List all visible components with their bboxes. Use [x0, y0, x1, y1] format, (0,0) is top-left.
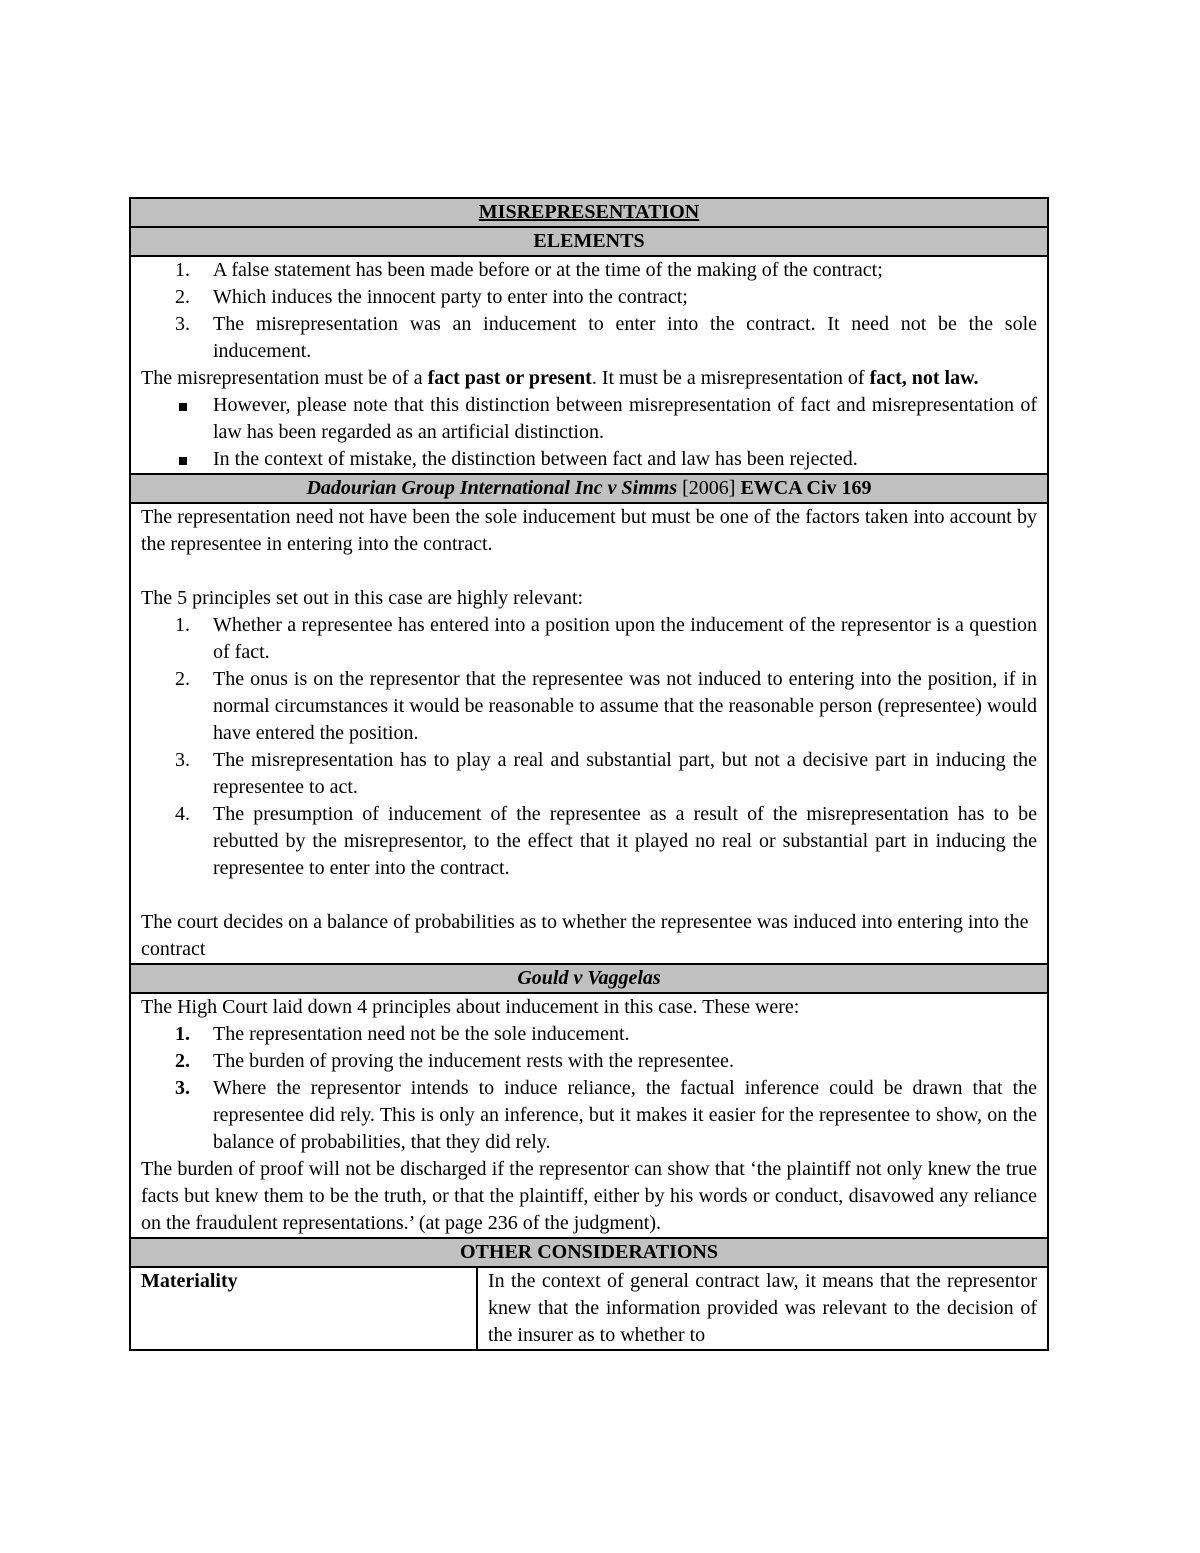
bullet-text: In the context of mistake, the distinction between fact and law has been rejected.: [213, 448, 858, 470]
emphasis-text: fact past or present: [427, 367, 592, 389]
list-item: [141, 666, 1037, 747]
list-item-text: Which induces the innocent party to enter into the contract;: [213, 286, 688, 308]
elements-body-row: [130, 256, 1048, 474]
case-citation: EWCA Civ 169: [740, 477, 872, 499]
distinction-bullets: [141, 392, 1037, 473]
case1-conclusion: The court decides on a balance of probabilities as to whether the representee was induced into entering into the contract: [141, 911, 1029, 960]
list-item: [141, 257, 1037, 284]
list-number: 4.: [175, 803, 190, 825]
list-number: 3.: [175, 1077, 190, 1099]
list-item: [141, 612, 1037, 666]
document-title: MISREPRESENTATION: [130, 198, 1048, 227]
title-row: [130, 198, 1048, 227]
list-item-text: The presumption of inducement of the representee as a result of the misrepresentation has to be rebutted by the misrepresentor, to the effect that it played no real or substantial part in inducing the representee to enter into the contract.: [213, 803, 1038, 879]
list-item-text: The representation need not be the sole inducement.: [213, 1023, 630, 1045]
paragraph-text: . It must be a misrepresentation of: [591, 367, 870, 389]
list-number: 3.: [175, 313, 190, 335]
materiality-row: [130, 1267, 1048, 1350]
case2-principles-list: [141, 1021, 1037, 1156]
elements-body: [130, 256, 1048, 474]
list-item: [141, 311, 1037, 365]
list-number: 1.: [175, 614, 190, 636]
list-item: [141, 284, 1037, 311]
case-year: [2006]: [682, 477, 736, 499]
materiality-label: Materiality: [130, 1267, 477, 1350]
list-item: [141, 1075, 1037, 1156]
list-number: 2.: [175, 286, 190, 308]
other-heading: OTHER CONSIDERATIONS: [130, 1238, 1048, 1267]
list-number: 3.: [175, 749, 190, 771]
materiality-text: In the context of general contract law, it means that the representor knew that the information provided was relevant to the decision of the insurer as to whether to: [488, 1270, 1038, 1346]
list-item-text: Where the representor intends to induce reliance, the factual inference could be drawn that the representee did rely. This is only an inference, but it makes it easier for the representee to show, on the balance of probabilities, that they did rely.: [213, 1077, 1038, 1153]
spacer: [141, 882, 1037, 909]
elements-list: [141, 257, 1037, 365]
case2-heading: [130, 964, 1048, 993]
list-item-text: The onus is on the representor that the representee was not induced to entering into the position, if in normal circumstances it would be reasonable to assume that the reasonable person (representee) would have entered the position.: [213, 668, 1038, 744]
materiality-clip: [488, 1268, 1037, 1349]
list-item-text: The misrepresentation has to play a real and substantial part, but not a decisive part in inducing the representee to act.: [213, 749, 1038, 798]
case1-heading: [130, 474, 1048, 503]
list-number: 1.: [175, 259, 190, 281]
elements-heading: ELEMENTS: [130, 227, 1048, 256]
list-item: [141, 801, 1037, 882]
case1-principles-list: [141, 612, 1037, 882]
square-bullet-icon: [179, 457, 187, 465]
document-page: [129, 197, 1047, 1351]
list-number: 2.: [175, 668, 190, 690]
case2-body: [130, 993, 1048, 1238]
list-item-text: The misrepresentation was an inducement to enter into the contract. It need not be the sole inducement.: [213, 313, 1038, 362]
case2-conclusion: The burden of proof will not be discharged if the representor can show that ‘the plaintiff not only knew the true facts but knew them to be the truth, or that the plaintiff, either by his words or conduct, disavowed any reliance on the fraudulent representations.’ (at page 236 of the judgment).: [141, 1158, 1038, 1234]
elements-header-row: [130, 227, 1048, 256]
case1-intro: The representation need not have been the sole inducement but must be one of the factors taken into account by the representee in entering into the contract.: [141, 506, 1038, 555]
spacer: [141, 558, 1037, 585]
case1-body: [130, 503, 1048, 964]
case-name: Dadourian Group International Inc v Simms: [306, 477, 678, 499]
materiality-text-cell: [477, 1267, 1048, 1350]
list-item-text: A false statement has been made before or at the time of the making of the contract;: [213, 259, 883, 281]
paragraph-text: The misrepresentation must be of a: [141, 367, 428, 389]
list-item: [141, 1048, 1037, 1075]
bullet-text: However, please note that this distinction between misrepresentation of fact and misrepresentation of law has been regarded as an artificial distinction.: [213, 394, 1038, 443]
case1-principles-intro: The 5 principles set out in this case are highly relevant:: [141, 587, 584, 609]
list-item-text: Whether a representee has entered into a position upon the inducement of the representor is a question of fact.: [213, 614, 1038, 663]
square-bullet-icon: [179, 403, 187, 411]
fact-paragraph: [141, 365, 1037, 392]
case-name: Gould v Vaggelas: [517, 967, 661, 989]
bullet-item: [141, 446, 1037, 473]
emphasis-text: fact, not law.: [869, 367, 979, 389]
other-header-row: [130, 1238, 1048, 1267]
case2-body-row: [130, 993, 1048, 1238]
case1-header-row: [130, 474, 1048, 503]
case2-header-row: [130, 964, 1048, 993]
list-item: [141, 747, 1037, 801]
bullet-item: [141, 392, 1037, 446]
list-item-text: The burden of proving the inducement rests with the representee.: [213, 1050, 734, 1072]
list-item: [141, 1021, 1037, 1048]
misrepresentation-table: [129, 197, 1049, 1351]
list-number: 2.: [175, 1050, 190, 1072]
case2-intro: The High Court laid down 4 principles about inducement in this case. These were:: [141, 996, 800, 1018]
list-number: 1.: [175, 1023, 190, 1045]
case1-body-row: [130, 503, 1048, 964]
